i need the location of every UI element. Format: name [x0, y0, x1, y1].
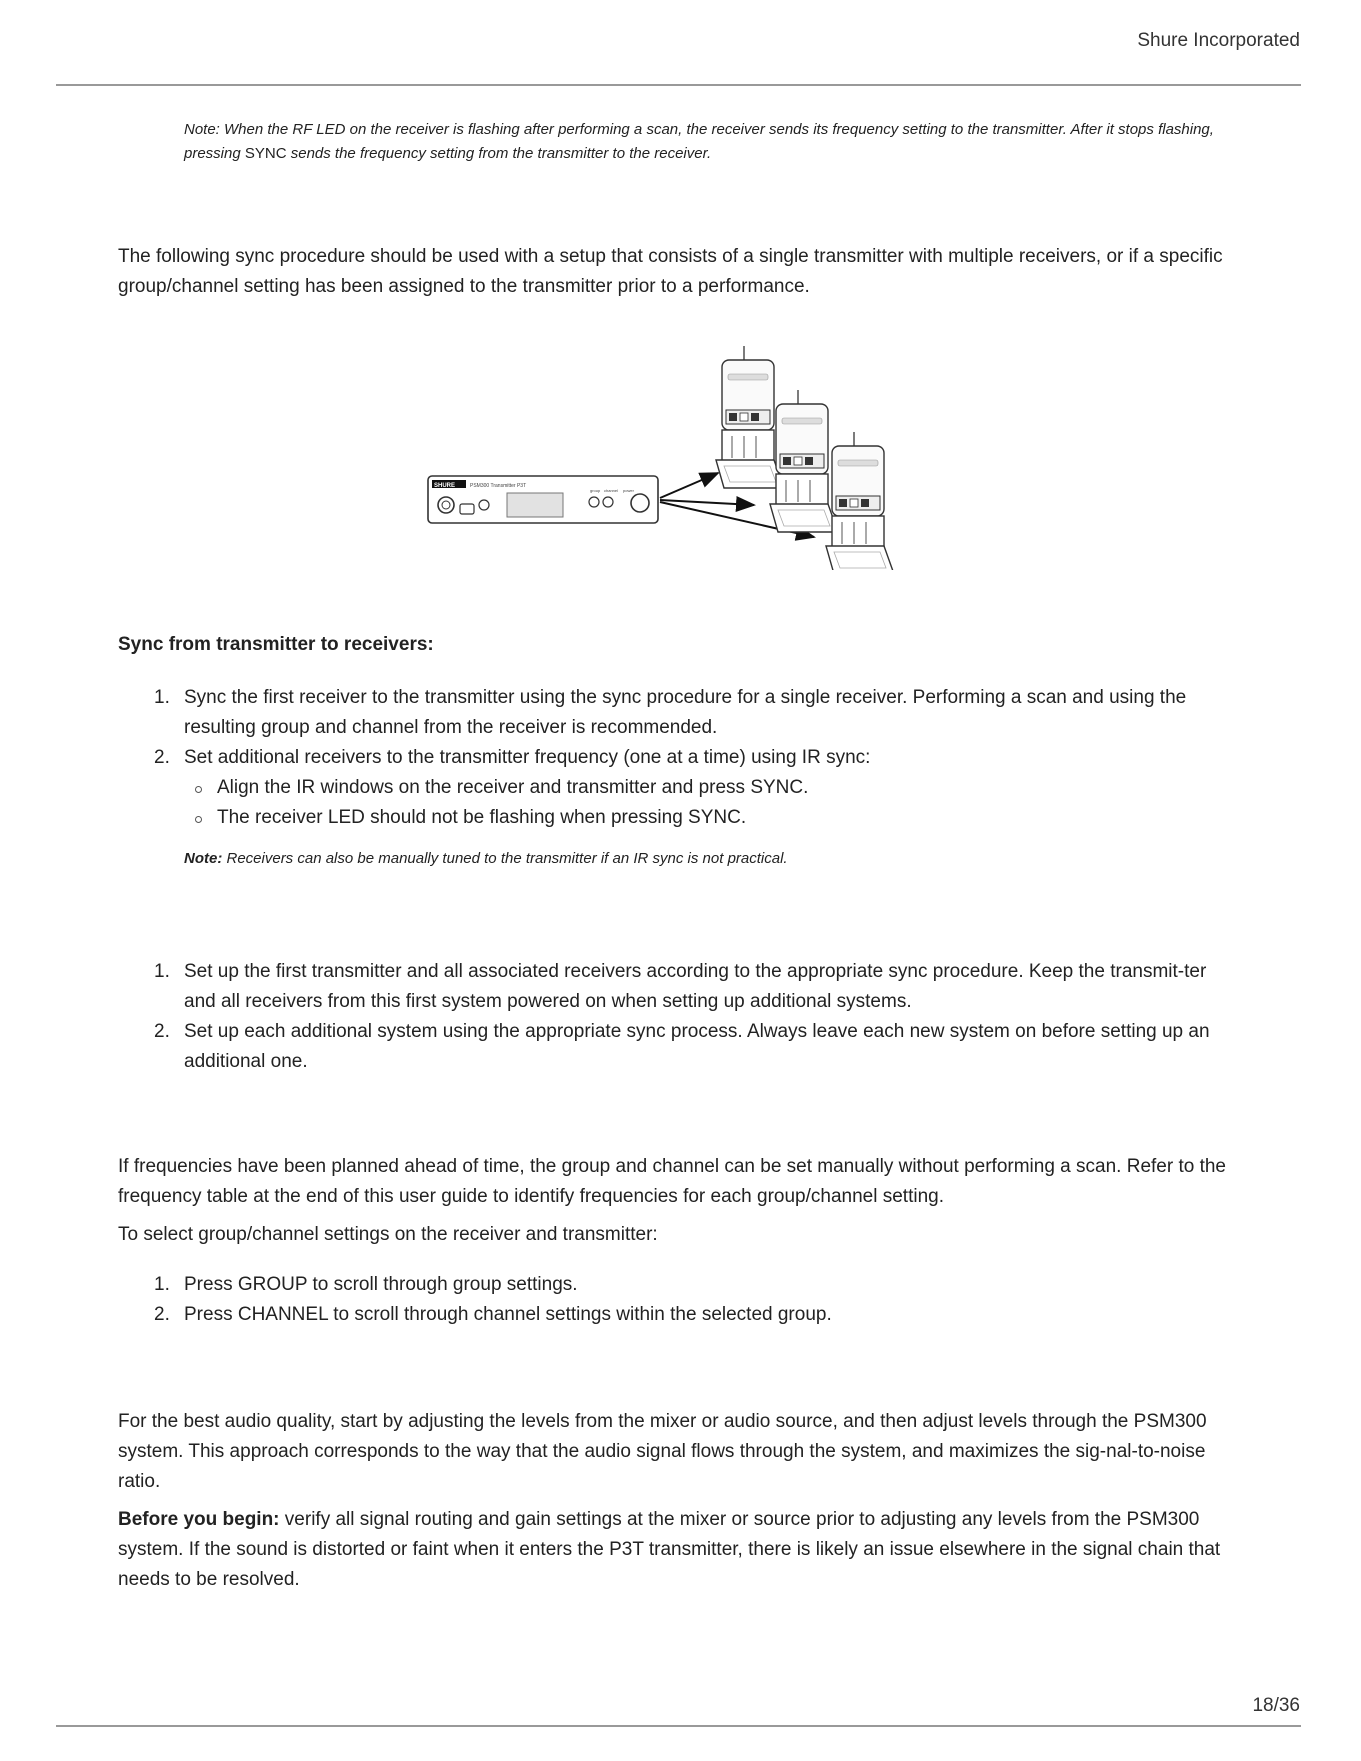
- note-scan-before: Note: When the RF LED on the receiver is flashing after performing a scan, the receiver sends its frequency setting to the transmitter. After it stops flashing, pressing: [184, 121, 1214, 162]
- page-number: 18/36: [1252, 1695, 1300, 1716]
- list-item: [118, 683, 1238, 743]
- sync-note: [184, 847, 1238, 871]
- sync-diagram: [420, 340, 910, 570]
- note-scan-after: sends the frequency setting from the transmitter to the receiver.: [286, 145, 712, 162]
- note-scan-sync-button: SYNC: [244, 145, 287, 162]
- before-you-begin-text: verify all signal routing and gain settings at the mixer or source prior to adjusting any levels from the PSM300 system. If the sound is distorted or faint when it enters the P3T transmitter, there is likely an issue elsewhere in the signal chain that needs to be resolved.: [118, 1509, 1221, 1590]
- receiver-illustration-1: [716, 346, 784, 488]
- sync-heading: Sync from transmitter to receivers:: [118, 634, 434, 655]
- header-rule: [56, 84, 1301, 86]
- transmitter-label-channel: channel: [604, 488, 619, 493]
- step-number: 2.: [154, 1304, 170, 1325]
- levels-section: [118, 1407, 1238, 1595]
- sync-section: [118, 634, 1238, 871]
- transmitter-illustration: [428, 476, 658, 523]
- intro-paragraph: The following sync procedure should be used with a setup that consists of a single transmitter with multiple receivers, or if a specific group/channel setting has been assigned to the transmitter prior to a performance.: [118, 246, 1223, 297]
- step-text: Set additional receivers to the transmitter frequency (one at a time) using IR sync:: [184, 747, 871, 768]
- bullet-item: The receiver LED should not be flashing when pressing SYNC.: [184, 803, 1238, 833]
- multi-system-section: [118, 957, 1238, 1077]
- receiver-illustration-2: [770, 390, 838, 532]
- step-text: Set up each additional system using the appropriate sync process. Always leave each new system on before setting up an additional one.: [184, 1021, 1210, 1072]
- ir-sync-bullets: [184, 773, 1238, 833]
- before-you-begin-label: Before you begin:: [118, 1509, 280, 1530]
- list-item: [118, 743, 1238, 833]
- manual-steps: [118, 1270, 1238, 1330]
- manual-paragraph: If frequencies have been planned ahead of time, the group and channel can be set manually without performing a scan. Refer to the frequency table at the end of this user guide to identify frequencies for each group/channel setting.: [118, 1156, 1226, 1207]
- bullet-item: Align the IR windows on the receiver and transmitter and press SYNC.: [184, 773, 1238, 803]
- step-number: 1.: [154, 961, 170, 982]
- list-item: [118, 1300, 1238, 1330]
- sync-note-label: Note:: [184, 850, 223, 867]
- step-number: 1.: [154, 1274, 170, 1295]
- step-number: 1.: [154, 687, 170, 708]
- receiver-illustration-3: [826, 432, 894, 570]
- step-text: Press GROUP to scroll through group settings.: [184, 1274, 578, 1295]
- list-item: [118, 1270, 1238, 1300]
- step-text: Sync the first receiver to the transmitter using the sync procedure for a single receiver. Performing a scan and using the resulting group and channel from the receiver is recommended.: [184, 687, 1187, 738]
- footer-rule: [56, 1725, 1301, 1727]
- transmitter-label-power: power: [623, 488, 634, 493]
- step-text: Press CHANNEL to scroll through channel settings within the selected group.: [184, 1304, 832, 1325]
- note-scan: [184, 118, 1244, 166]
- transmitter-label-group: group: [590, 488, 601, 493]
- header-company: Shure Incorporated: [1137, 30, 1300, 51]
- list-item: [118, 1017, 1238, 1077]
- manual-section: [118, 1152, 1238, 1330]
- before-you-begin: [118, 1505, 1238, 1595]
- sync-note-text: Receivers can also be manually tuned to the transmitter if an IR sync is not practical.: [222, 850, 788, 867]
- note-scan-text: [184, 118, 1244, 166]
- step-number: 2.: [154, 747, 170, 768]
- list-item: [118, 957, 1238, 1017]
- transmitter-model: PSM300 Transmitter P3T: [470, 483, 527, 489]
- intro-block: [118, 242, 1238, 302]
- transmitter-brand: SHURE: [434, 483, 456, 489]
- manual-lead-in: To select group/channel settings on the receiver and transmitter:: [118, 1224, 658, 1245]
- step-text: Set up the first transmitter and all associated receivers according to the appropriate sync procedure. Keep the transmit-ter and all receivers from this first system powered on when setting up additional systems.: [184, 961, 1207, 1012]
- step-number: 2.: [154, 1021, 170, 1042]
- multi-system-steps: [118, 957, 1238, 1077]
- sync-arrow-1: [660, 473, 718, 498]
- sync-steps: [118, 683, 1238, 833]
- levels-paragraph: For the best audio quality, start by adjusting the levels from the mixer or audio source, and then adjust levels through the PSM300 system. This approach corresponds to the way that the audio signal flows through the system, and maximizes the sig-nal-to-noise ratio.: [118, 1411, 1207, 1492]
